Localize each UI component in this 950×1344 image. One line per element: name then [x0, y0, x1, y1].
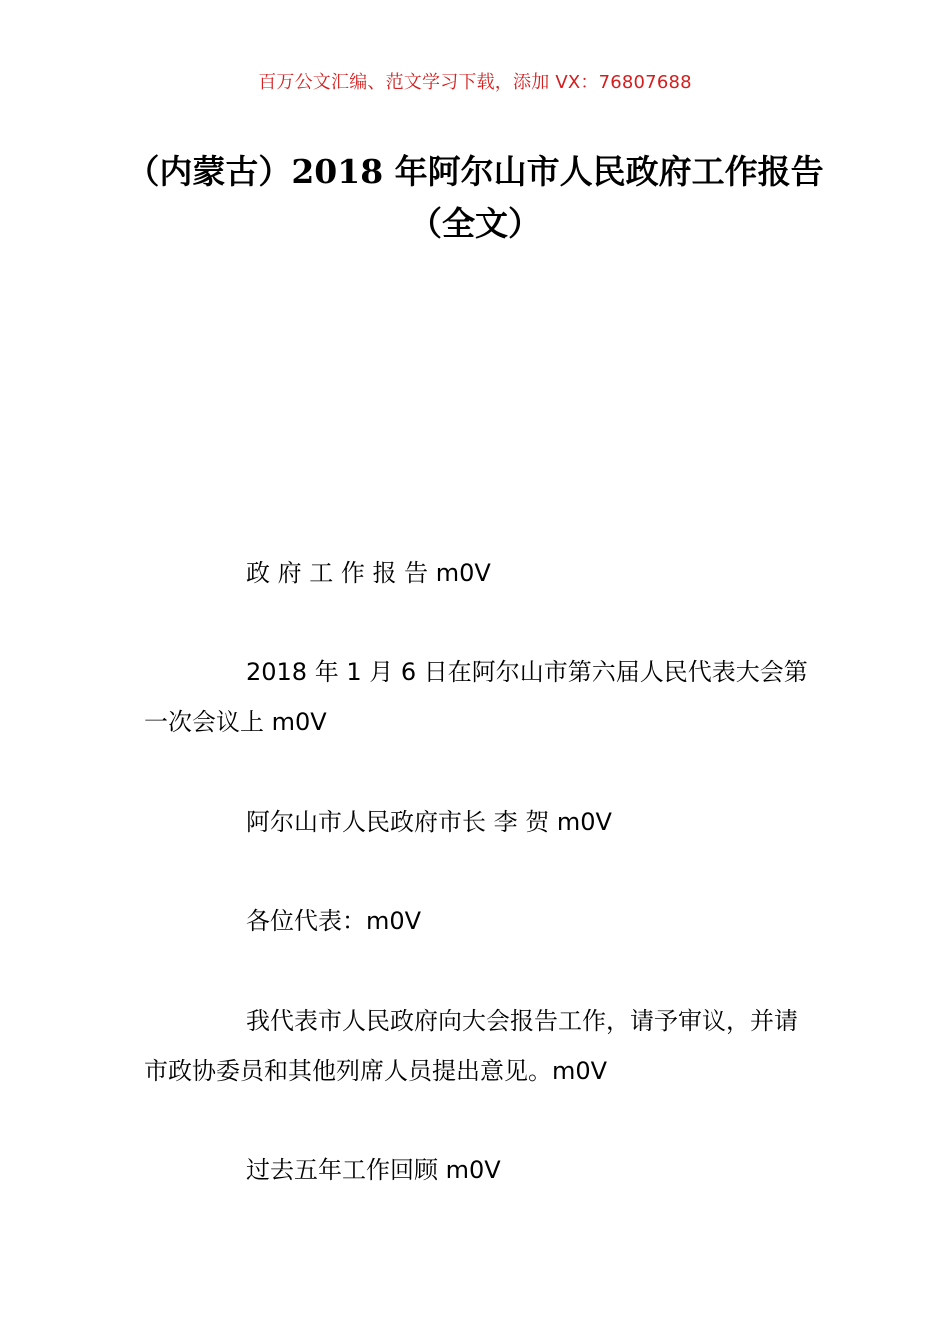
paragraph-meeting-date: 2018 年 1 月 6 日在阿尔山市第六届人民代表大会第一次会议上 m0V: [144, 658, 808, 736]
paragraph-introduction: 我代表市人民政府向大会报告工作，请予审议，并请市政协委员和其他列席人员提出意见。m0V: [144, 1007, 798, 1085]
paragraph-salutation: 各位代表：m0V: [246, 907, 422, 935]
paragraph-section-heading: 过去五年工作回顾 m0V: [246, 1156, 501, 1184]
document-title: （内蒙古）2018 年阿尔山市人民政府工作报告（全文）: [126, 152, 824, 243]
header-banner: 百万公文汇编、范文学习下载，添加 VX：76807688: [258, 72, 692, 93]
paragraph-speaker: 阿尔山市人民政府市长 李 贺 m0V: [246, 808, 612, 836]
paragraph-report-heading: 政 府 工 作 报 告 m0V: [246, 559, 491, 587]
